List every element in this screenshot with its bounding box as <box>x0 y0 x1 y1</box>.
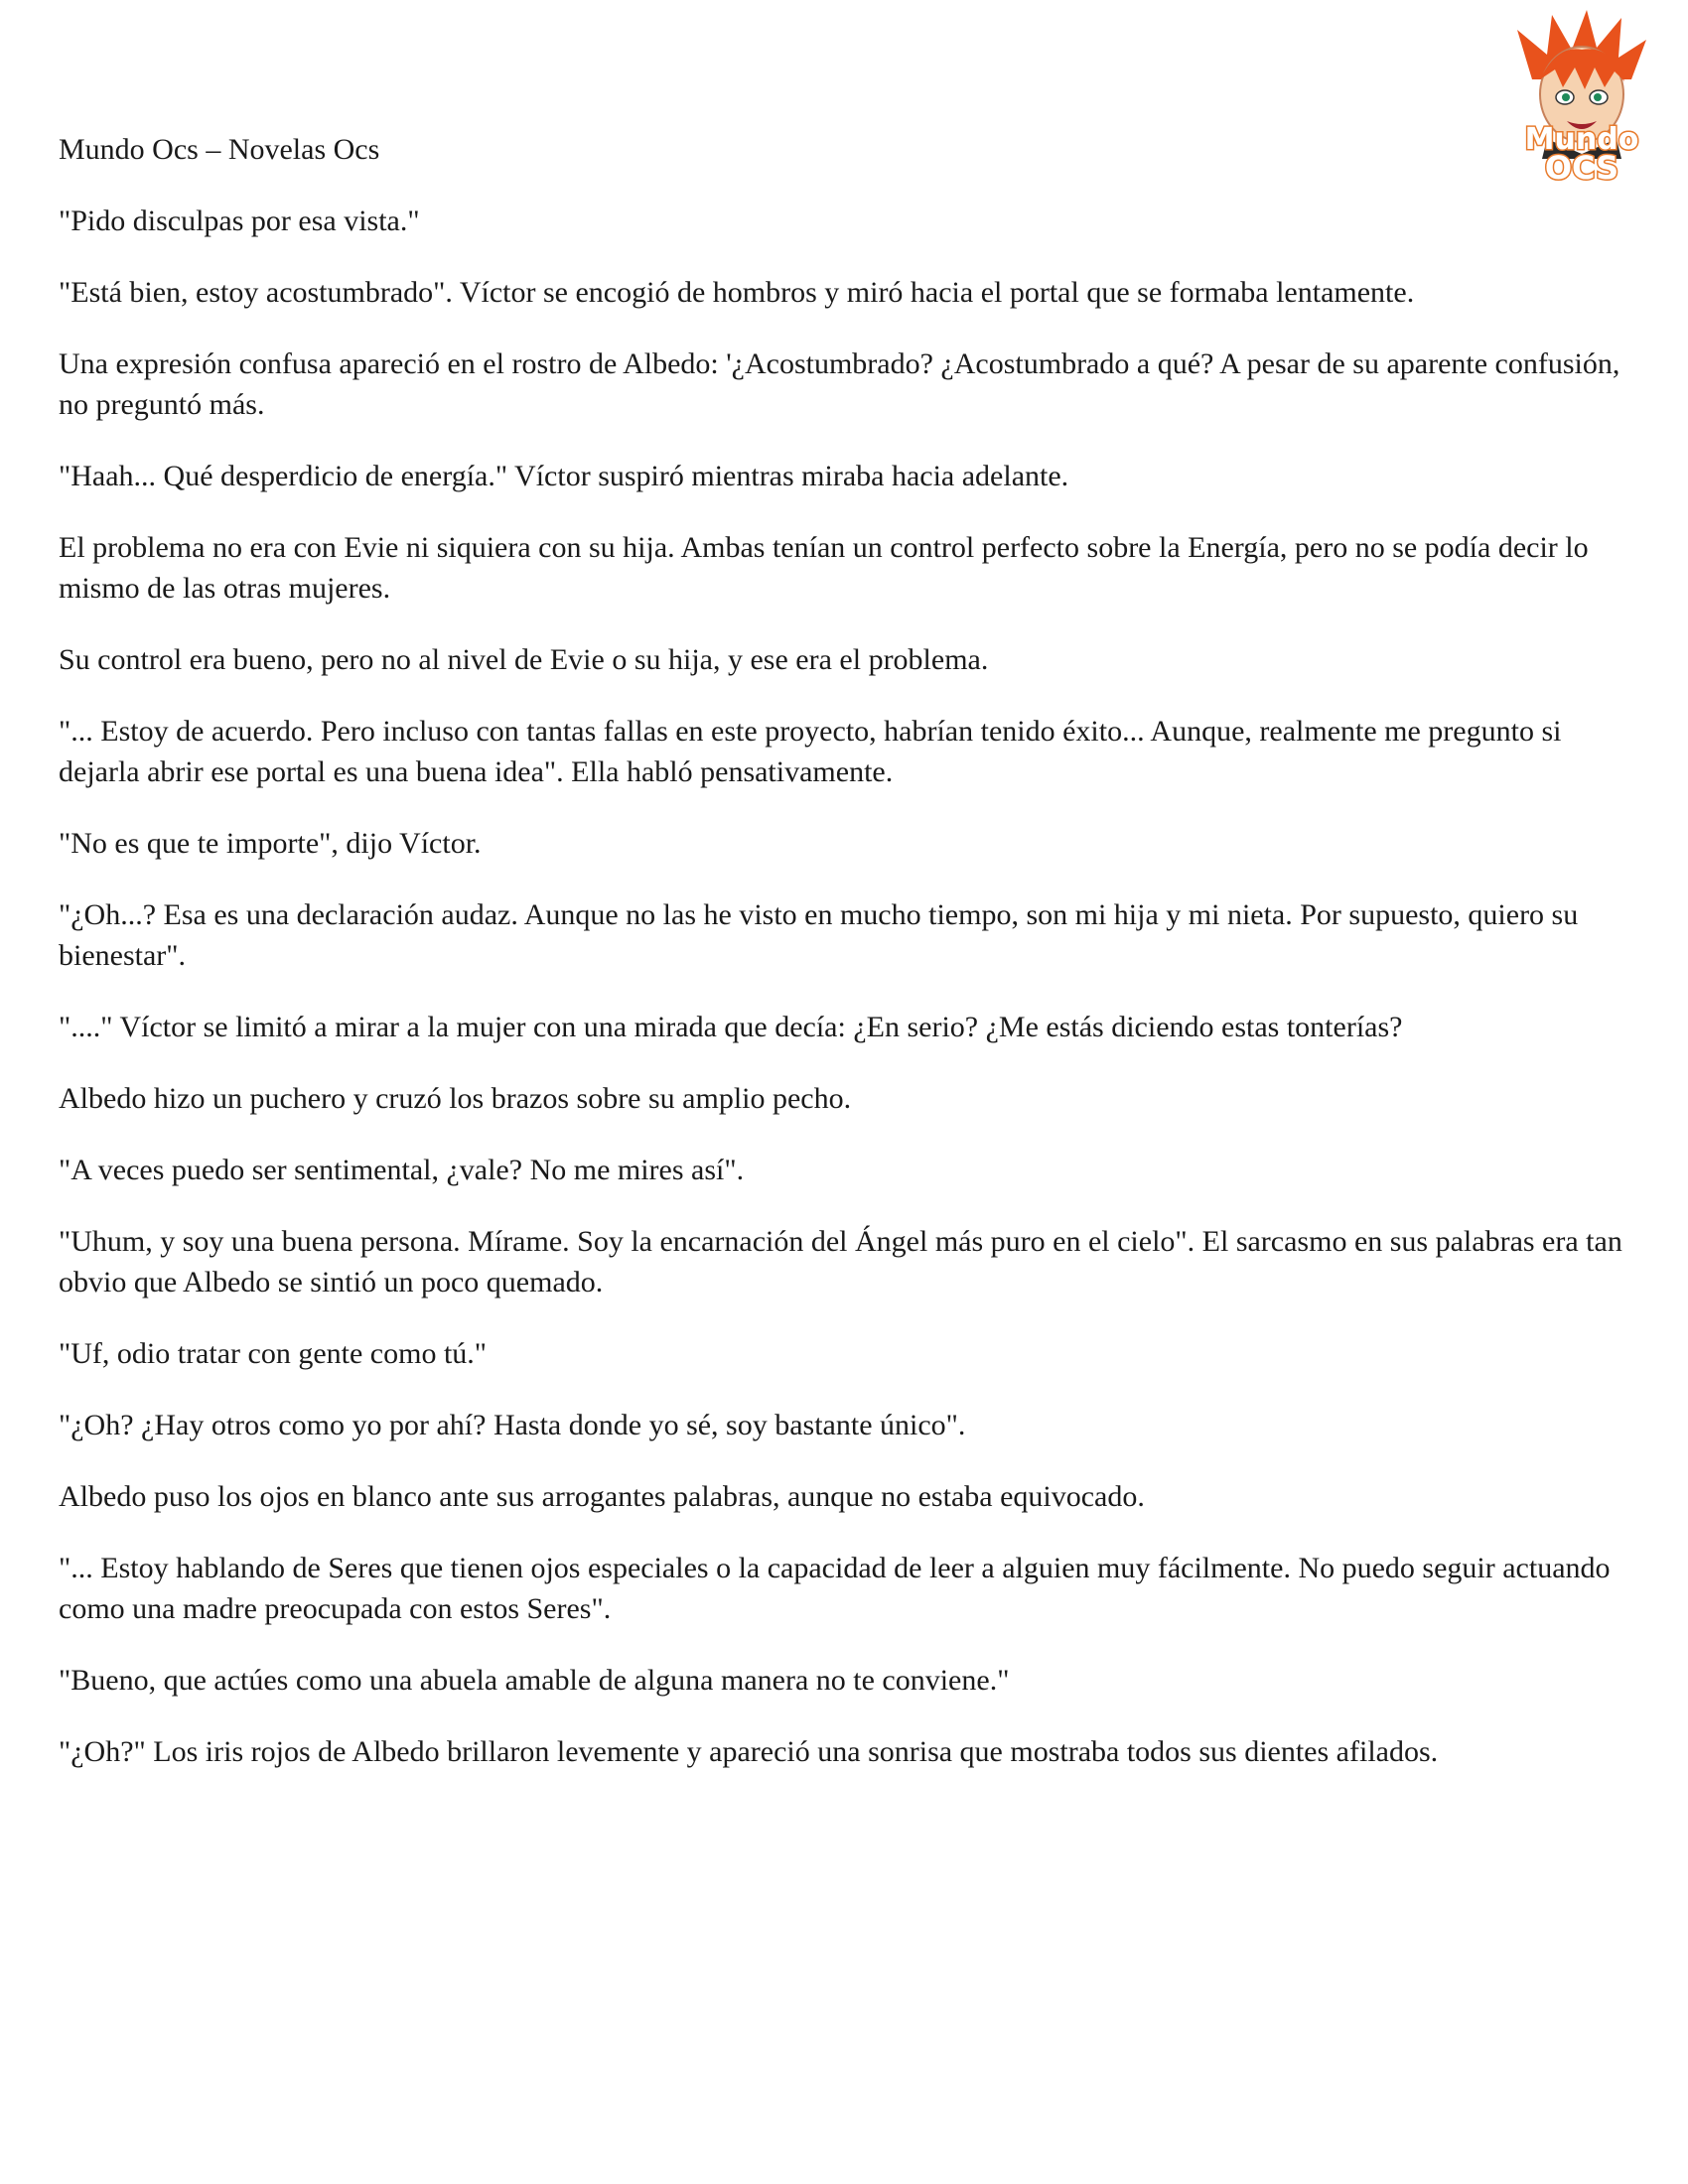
svg-text:OCS: OCS <box>1544 149 1619 184</box>
paragraph: "A veces puedo ser sentimental, ¿vale? No me mires así". <box>59 1154 745 1186</box>
paragraph: Su control era bueno, pero no al nivel de Evie o su hija, y ese era el problema. <box>59 643 989 676</box>
paragraph: "Está bien, estoy acostumbrado". Víctor se encogió de hombros y miró hacia el portal que se formaba lentamente. <box>59 276 1415 309</box>
paragraph: El problema no era con Evie ni siquiera con su hija. Ambas tenían un control perfecto sobre la Energía, pero no se podía decir lo mismo de las otras mujeres. <box>59 531 1589 605</box>
paragraph: Una expresión confusa apareció en el rostro de Albedo: '¿Acostumbrado? ¿Acostumbrado a qué? A pesar de su aparente confusión, no preguntó más. <box>59 347 1620 421</box>
paragraph: Albedo puso los ojos en blanco ante sus arrogantes palabras, aunque no estaba equivocado. <box>59 1480 1145 1513</box>
paragraph: "...." Víctor se limitó a mirar a la mujer con una mirada que decía: ¿En serio? ¿Me estás diciendo estas tonterías? <box>59 1011 1403 1043</box>
paragraph: "... Estoy hablando de Seres que tienen ojos especiales o la capacidad de leer a alguien muy fácilmente. No puedo seguir actuando como una madre preocupada con estos Seres". <box>59 1552 1611 1625</box>
paragraph: "¿Oh...? Esa es una declaración audaz. Aunque no las he visto en mucho tiempo, son mi hija y mi nieta. Por supuesto, quiero su bienestar". <box>59 898 1579 972</box>
svg-text:Mundo: Mundo <box>1524 122 1639 157</box>
site-title: Mundo Ocs – Novelas Ocs <box>59 133 380 166</box>
paragraph: "Uhum, y soy una buena persona. Mírame. Soy la encarnación del Ángel más puro en el cielo". El sarcasmo en sus palabras era tan obvio que Albedo se sintió un poco quemado. <box>59 1225 1622 1298</box>
paragraph: "¿Oh?" Los iris rojos de Albedo brillaron levemente y apareció una sonrisa que mostraba todos sus dientes afilados. <box>59 1735 1439 1768</box>
paragraph: "Bueno, que actúes como una abuela amable de alguna manera no te conviene." <box>59 1664 1010 1697</box>
paragraph: "No es que te importe", dijo Víctor. <box>59 827 482 860</box>
paragraph: Albedo hizo un puchero y cruzó los brazos sobre su amplio pecho. <box>59 1082 852 1115</box>
paragraph: "... Estoy de acuerdo. Pero incluso con tantas fallas en este proyecto, habrían tenido éxito... Aunque, realmente me pregunto si dejarla abrir ese portal es una buena idea". Ella habló pensativamente. <box>59 715 1562 788</box>
paragraph: "Haah... Qué desperdicio de energía." Víctor suspiró mientras miraba hacia adelante. <box>59 460 1069 492</box>
document-body <box>59 129 1647 1803</box>
paragraph: "¿Oh? ¿Hay otros como yo por ahí? Hasta donde yo sé, soy bastante único". <box>59 1409 966 1441</box>
paragraph: "Uf, odio tratar con gente como tú." <box>59 1337 488 1370</box>
paragraph: "Pido disculpas por esa vista." <box>59 205 420 237</box>
